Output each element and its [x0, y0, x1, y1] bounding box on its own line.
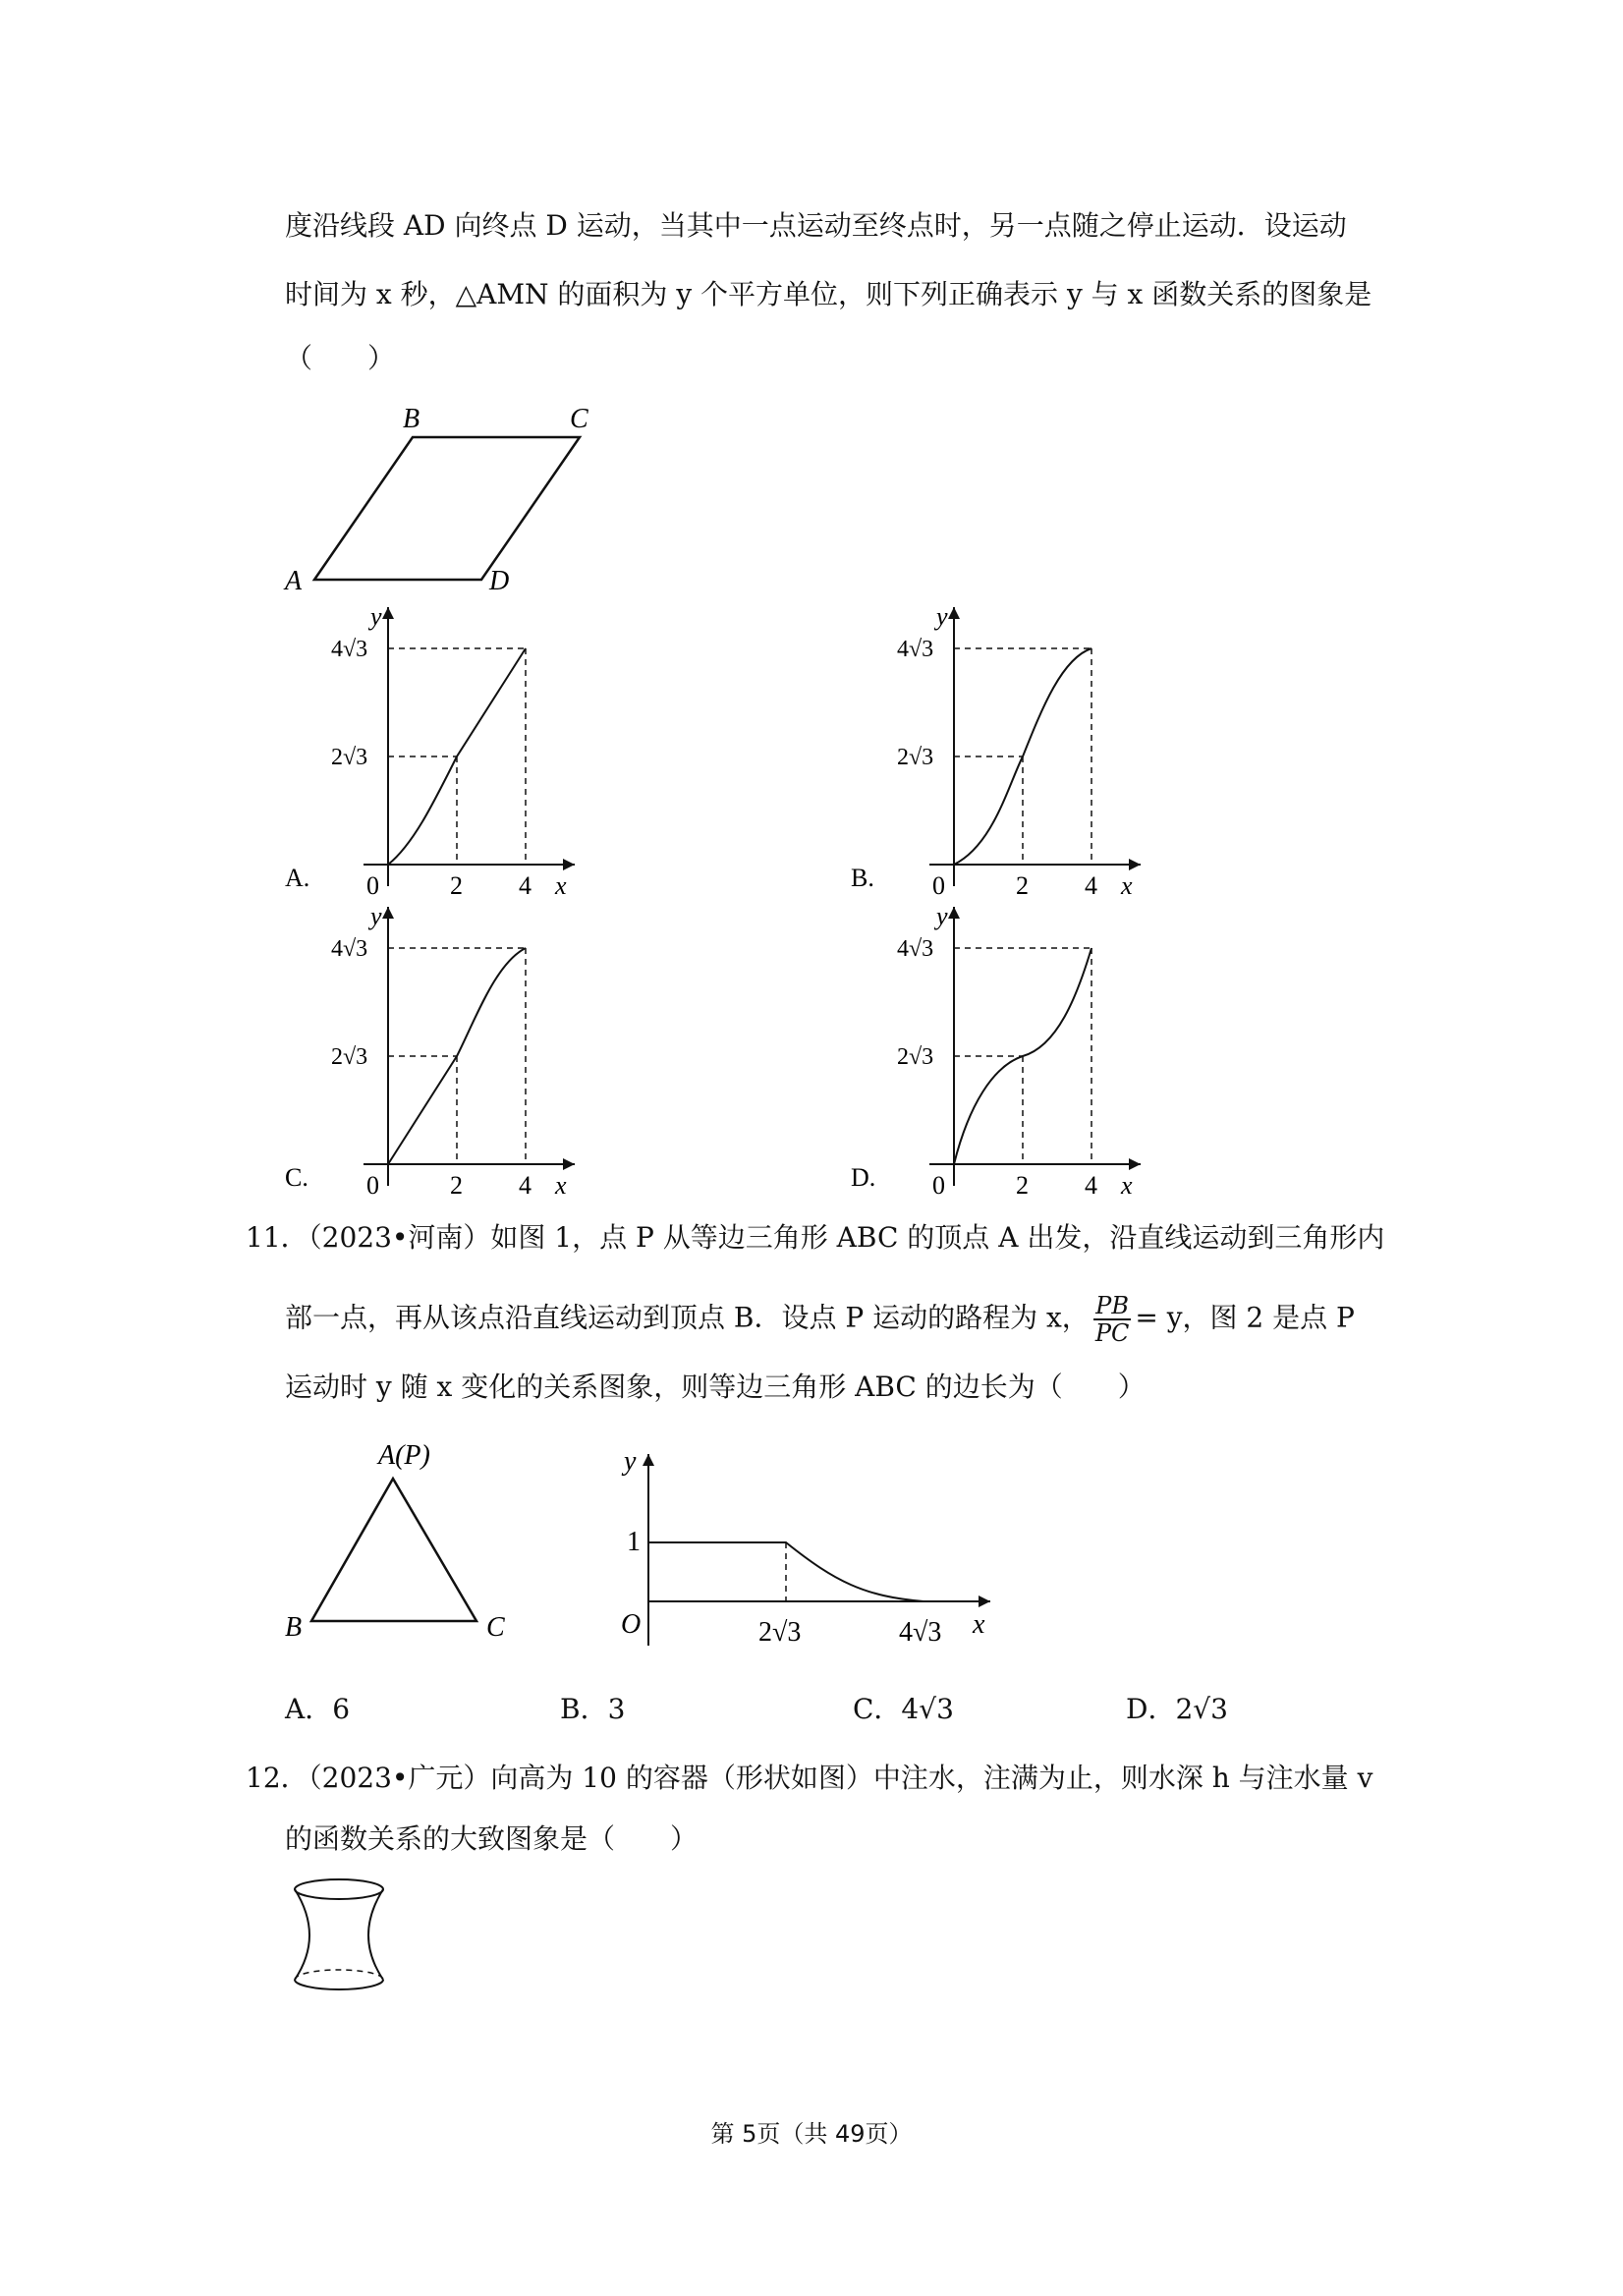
- fraction-numerator: PB: [1093, 1293, 1132, 1320]
- label-C: C: [486, 1612, 505, 1643]
- x-tick-4: 4: [519, 871, 532, 900]
- label-D: D: [489, 566, 510, 596]
- fraction-denominator: PC: [1094, 1319, 1130, 1347]
- axis-y-label: y: [370, 602, 382, 631]
- axis-y-label: y: [624, 1446, 637, 1477]
- origin-label: 0: [366, 1171, 379, 1200]
- q11-option-c: C．4√3: [853, 1693, 954, 1725]
- parallelogram-figure: [275, 393, 609, 599]
- q11-text-line3: 运动时 y 随 x 变化的关系图象，则等边三角形 ABC 的边长为（ ）: [285, 1371, 1146, 1403]
- q12-text-line1: 12．（2023•广元）向高为 10 的容器（形状如图）中注水，注满为止，则水深 h 与注水量 v: [246, 1762, 1373, 1794]
- x-tick-2sqrt3: 2√3: [758, 1617, 802, 1648]
- triangle-figure: [275, 1434, 531, 1651]
- y-tick-1: 1: [627, 1527, 641, 1557]
- q11-line2-post: = y，图 2 是点 P: [1135, 1301, 1355, 1334]
- option-label: B.: [851, 864, 874, 892]
- label-B: B: [403, 404, 420, 434]
- axis-x-label: x: [1121, 1171, 1133, 1200]
- container-figure: [280, 1872, 408, 1999]
- axis-x-label: x: [1121, 871, 1133, 900]
- graph-option-d: [851, 889, 1146, 1204]
- page-footer: 第 5页（共 49页）: [710, 2120, 913, 2148]
- graph-option-c: [285, 889, 580, 1204]
- y-tick-4sqrt3: 4√3: [331, 637, 368, 662]
- origin-label: 0: [932, 1171, 945, 1200]
- option-label: A.: [285, 864, 310, 892]
- q11-option-b: B．3: [560, 1693, 626, 1725]
- axis-x-label: x: [973, 1609, 985, 1640]
- x-tick-4: 4: [1085, 871, 1097, 900]
- y-tick-4sqrt3: 4√3: [897, 637, 934, 662]
- option-label: D.: [851, 1163, 876, 1192]
- q11-option-d: D．2√3: [1126, 1693, 1228, 1725]
- q11-text-line2: [285, 1293, 1355, 1346]
- x-tick-2: 2: [450, 1171, 463, 1200]
- x-tick-4: 4: [519, 1171, 532, 1200]
- axis-x-label: x: [555, 871, 567, 900]
- origin-label: 0: [366, 871, 379, 900]
- label-AP: A(P): [378, 1440, 430, 1471]
- y-tick-4sqrt3: 4√3: [331, 936, 368, 962]
- graph-option-b: [851, 589, 1146, 904]
- label-A: A: [285, 566, 303, 596]
- x-tick-4: 4: [1085, 1171, 1097, 1200]
- x-tick-2: 2: [1016, 871, 1029, 900]
- graph-option-a: [285, 589, 580, 904]
- fraction-pb-pc: [1093, 1293, 1132, 1346]
- y-tick-2sqrt3: 2√3: [897, 1044, 934, 1070]
- q11-line2-pre: 部一点，再从该点沿直线运动到顶点 B．设点 P 运动的路程为 x，: [285, 1301, 1090, 1334]
- origin-label: O: [621, 1609, 642, 1640]
- label-B: B: [285, 1612, 303, 1643]
- q10-text-line1: 度沿线段 AD 向终点 D 运动，当其中一点运动至终点时，另一点随之停止运动．设运动: [285, 209, 1347, 242]
- option-label: C.: [285, 1163, 308, 1192]
- axis-y-label: y: [370, 902, 382, 930]
- origin-label: 0: [932, 871, 945, 900]
- axis-y-label: y: [936, 902, 948, 930]
- q11-graph: [589, 1434, 1002, 1660]
- x-tick-2: 2: [1016, 1171, 1029, 1200]
- axis-x-label: x: [555, 1171, 567, 1200]
- q11-option-a: A．6: [285, 1693, 351, 1725]
- q10-text-line3: （ ）: [285, 342, 396, 374]
- y-tick-2sqrt3: 2√3: [331, 745, 368, 770]
- q11-text-line1: 11．（2023•河南）如图 1，点 P 从等边三角形 ABC 的顶点 A 出发，沿直线运动到三角形内: [246, 1221, 1385, 1254]
- axis-y-label: y: [936, 602, 948, 631]
- label-C: C: [570, 404, 588, 434]
- x-tick-2: 2: [450, 871, 463, 900]
- q10-text-line2: 时间为 x 秒，△AMN 的面积为 y 个平方单位，则下列正确表示 y 与 x 函数关系的图象是: [285, 278, 1372, 310]
- q12-text-line2: 的函数关系的大致图象是（ ）: [285, 1822, 699, 1855]
- x-tick-4sqrt3: 4√3: [899, 1617, 942, 1648]
- y-tick-2sqrt3: 2√3: [897, 745, 934, 770]
- y-tick-2sqrt3: 2√3: [331, 1044, 368, 1070]
- y-tick-4sqrt3: 4√3: [897, 936, 934, 962]
